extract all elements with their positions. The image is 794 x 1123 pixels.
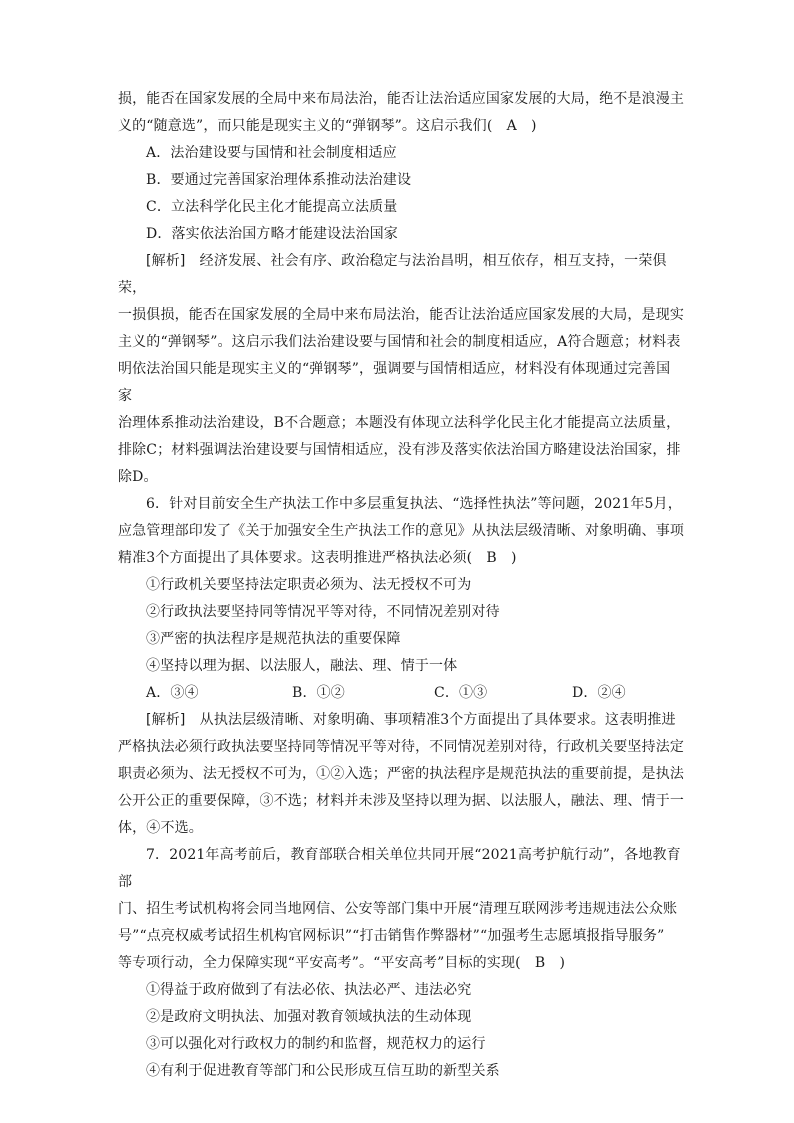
- question-5: [118, 86, 684, 491]
- analysis-line: 明依法治国只能是现实主义的“弹钢琴”，强调要与国情相适应，材料没有体现通过完善国家: [118, 361, 671, 404]
- analysis-label: [解析]: [146, 253, 186, 269]
- analysis-line: 主义的“弹钢琴”。这启示我们法治建设要与国情和社会的制度相适应，A符合题意；材料表: [118, 334, 681, 350]
- option-b: B．要通过完善国家治理体系推动法治建设: [146, 172, 412, 188]
- analysis-line: 职责必须为、法无授权不可为，①②入选；严密的执法程序是规范执法的重要前提，是执法: [118, 766, 684, 782]
- analysis-line: 除D。: [118, 469, 158, 485]
- analysis-line: 排除C；材料强调法治建设要与国情相适应，没有涉及落实依法治国方略建设法治国家，排: [118, 442, 681, 458]
- analysis-text: 经济发展、社会有序、政治稳定与法治昌明，相互依存，相互支持，一荣俱荣，: [118, 253, 667, 296]
- analysis-line: 严格执法必须行政执法要坚持同等情况平等对待，不同情况差别对待，行政机关要坚持法定: [118, 739, 684, 755]
- choice-c: C．①③: [434, 685, 488, 701]
- option-c: C．立法科学化民主化才能提高立法质量: [146, 199, 398, 215]
- question-stem-line: 等专项行动，全力保障实现“平安高考”。“平安高考”目标的实现( B ): [118, 955, 566, 971]
- analysis-line: [118, 248, 684, 302]
- analysis-line: 公开公正的重要保障，③不选；材料并未涉及坚持以理为据、以法服人，融法、理、情于一: [118, 793, 684, 809]
- statement-4: ④坚持以理为据、以法服人，融法、理、情于一体: [146, 658, 458, 674]
- question-stem-line: 7．2021年高考前后，教育部联合相关单位共同开展“2021高考护航行动”，各地教育部: [118, 847, 681, 890]
- option-d: D．落实依法治国方略才能建设法治国家: [146, 226, 398, 242]
- statement-3: ③严密的执法程序是规范执法的重要保障: [146, 631, 401, 647]
- analysis-label: [解析]: [146, 712, 186, 728]
- choice-a: A．③④: [146, 685, 199, 701]
- statement-3: ③可以强化对行政权力的制约和监督，规范权力的运行: [146, 1036, 486, 1052]
- statement-1: ①得益于政府做到了有法必依、执法必严、违法必究: [146, 982, 472, 998]
- question-stem-line: 精准3个方面提出了具体要求。这表明推进严格执法必须( B ): [118, 550, 517, 566]
- question-stem-line: 损，能否在国家发展的全局中来布局法治，能否让法治适应国家发展的大局，绝不是浪漫主: [118, 91, 684, 107]
- question-stem-line: 号”“点亮权威考试招生机构官网标识”“打击销售作弊器材”“加强考生志愿填报指导服务”: [118, 928, 665, 944]
- question-stem-line: 义的“随意选”，而只能是现实主义的“弹钢琴”。这启示我们( A ): [118, 118, 537, 134]
- choice-row: [118, 680, 684, 707]
- statement-4: ④有利于促进教育等部门和公民形成互信互助的新型关系: [146, 1063, 500, 1079]
- question-7: [118, 842, 684, 1085]
- choice-d: D．②④: [572, 685, 626, 701]
- analysis-text: 从执法层级清晰、对象明确、事项精准3个方面提出了具体要求。这表明推进: [185, 712, 676, 728]
- statement-2: ②行政执法要坚持同等情况平等对待，不同情况差别对待: [146, 604, 500, 620]
- analysis-line: [118, 707, 684, 734]
- question-stem-line: 6．针对目前安全生产执法工作中多层重复执法、“选择性执法”等问题，2021年5月，: [146, 496, 682, 512]
- analysis-line: 体，④不选。: [118, 820, 203, 836]
- question-6: [118, 491, 684, 842]
- document-page: [118, 86, 684, 1085]
- analysis-line: 治理体系推动法治建设，B不合题意；本题没有体现立法科学化民主化才能提高立法质量，: [118, 415, 681, 431]
- question-stem-line: 应急管理部印发了《关于加强安全生产执法工作的意见》从执法层级清晰、对象明确、事项: [118, 523, 684, 539]
- statement-1: ①行政机关要坚持法定职责必须为、法无授权不可为: [146, 577, 472, 593]
- question-stem-line: 门、招生考试机构将会同当地网信、公安等部门集中开展“清理互联网涉考违规违法公众账: [118, 901, 678, 917]
- choice-b: B．①②: [292, 685, 345, 701]
- analysis-line: 一损俱损，能否在国家发展的全局中来布局法治，能否让法治适应国家发展的大局，是现实: [118, 307, 684, 323]
- statement-2: ②是政府文明执法、加强对教育领域执法的生动体现: [146, 1009, 472, 1025]
- option-a: A．法治建设要与国情和社会制度相适应: [146, 145, 397, 161]
